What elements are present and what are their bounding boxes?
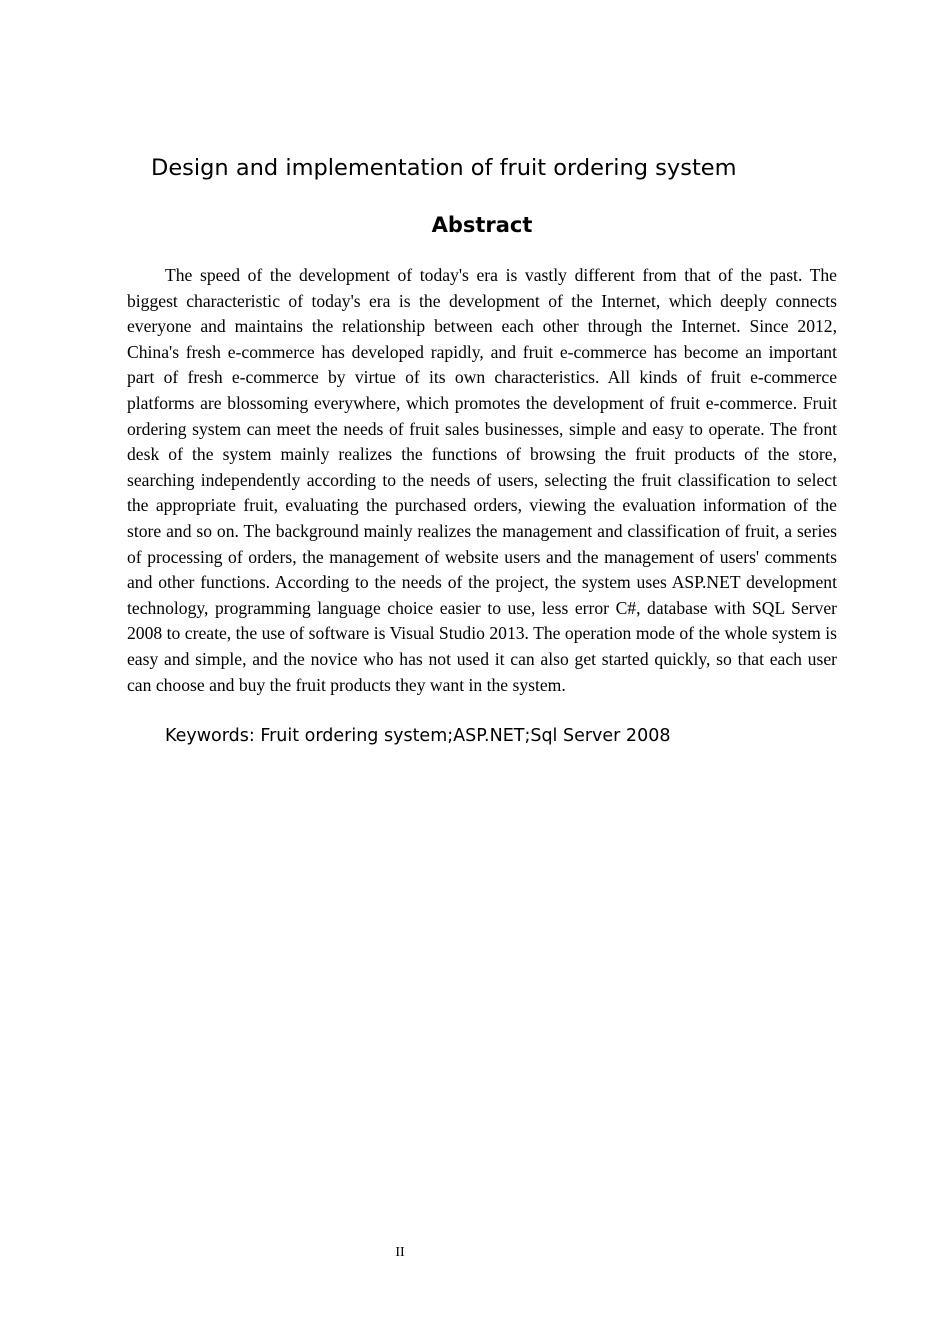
document-title: Design and implementation of fruit ordering system: [151, 155, 737, 181]
abstract-heading: Abstract: [431, 213, 533, 237]
page-number: II: [395, 1245, 405, 1260]
keywords-line: Keywords: Fruit ordering system;ASP.NET;Sql Server 2008: [165, 726, 671, 746]
abstract-paragraph: The speed of the development of today's era is vastly different from that of the past. The biggest characteristic of today's era is the development of the Internet, which deeply connects everyone and maintains the relationship between each other through the Internet. Since 2012, China's fresh e-commerce has developed rapidly, and fruit e-commerce has become an important part of fresh e-commerce by virtue of its own characteristics. All kinds of fruit e-commerce platforms are blossoming everywhere, which promotes the development of fruit e-commerce. Fruit ordering system can meet the needs of fruit sales businesses, simple and easy to operate. The front desk of the system mainly realizes the functions of browsing the fruit products of the store, searching independently according to the needs of users, selecting the fruit classification to select the appropriate fruit, evaluating the purchased orders, viewing the evaluation information of the store and so on. The background mainly realizes the management and classification of fruit, a series of processing of orders, the management of website users and the management of users' comments and other functions. According to the needs of the project, the system uses ASP.NET development technology, programming language choice easier to use, less error C#, database with SQL Server 2008 to create, the use of software is Visual Studio 2013. The operation mode of the whole system is easy and simple, and the novice who has not used it can also get started quickly, so that each user can choose and buy the fruit products they want in the system.: [127, 265, 837, 695]
